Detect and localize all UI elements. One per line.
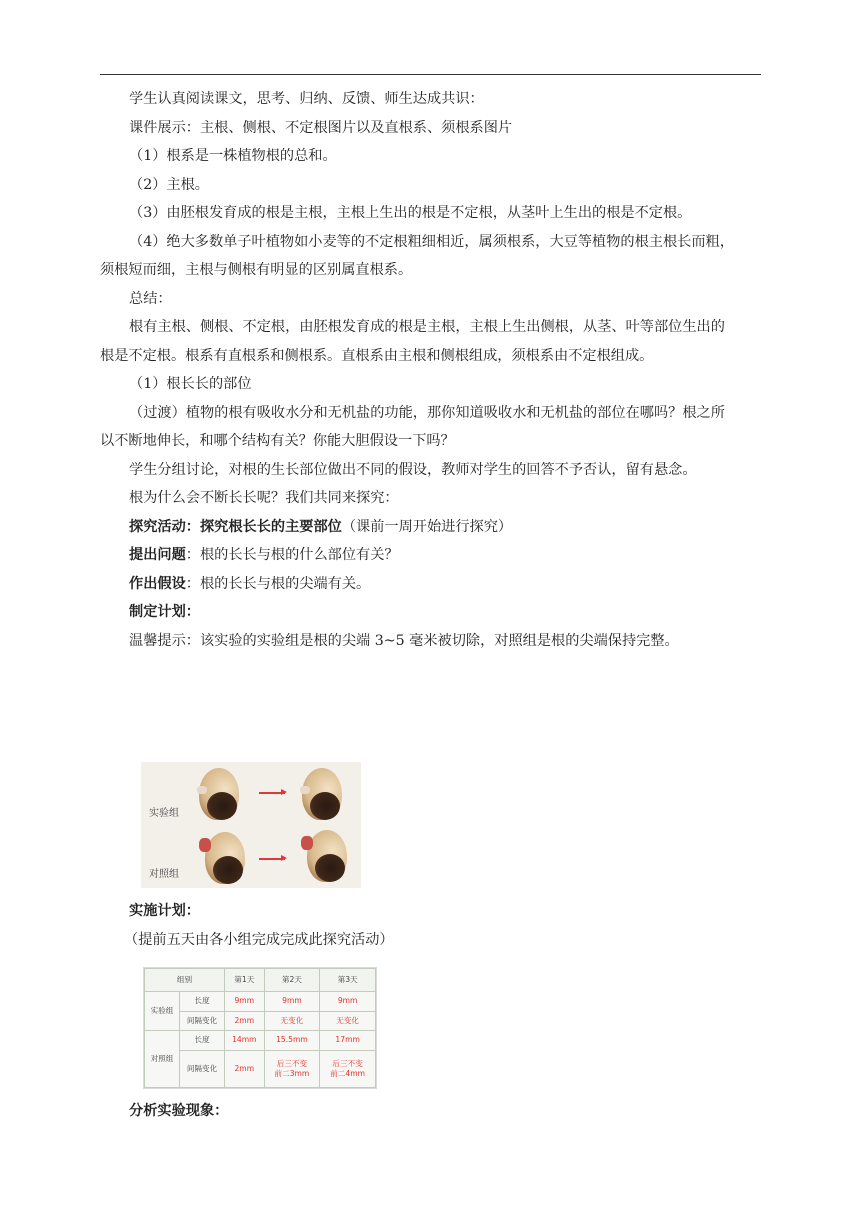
table-cell: 后三不变 前二3mm xyxy=(264,1050,320,1087)
seed-image xyxy=(301,828,351,884)
section-heading: 分析实验现象： xyxy=(129,1103,229,1119)
paragraph: 以不断地伸长，和哪个结构有关？你能大胆假设一下吗？ xyxy=(100,433,455,449)
results-table xyxy=(144,968,376,1088)
paragraph: （4）绝大多数单子叶植物如小麦等的不定根粗细相近，属须根系，大豆等植物的根主根长而粗， xyxy=(129,233,734,250)
table-cell: 9mm xyxy=(225,992,265,1012)
paragraph: （3）由胚根发育成的根是主根，主根上生出的根是不定根，从茎叶上生出的根是不定根。 xyxy=(129,205,692,221)
table-row xyxy=(145,969,376,992)
table-row xyxy=(145,992,376,1012)
paragraph: （过渡）植物的根有吸收水分和无机盐的功能，那你知道吸收水和无机盐的部位在哪吗？根之所 xyxy=(129,404,725,421)
table-cell: 2mm xyxy=(225,1011,265,1031)
paragraph: 总结： xyxy=(129,290,172,307)
table-row xyxy=(145,1031,376,1051)
arrow-icon xyxy=(259,792,285,794)
paragraph: 须根短而细，主根与侧根有明显的区别属直根系。 xyxy=(100,262,413,278)
paragraph: 课件展示：主根、侧根、不定根图片以及直根系、须根系图片 xyxy=(129,119,513,136)
document-body xyxy=(100,85,762,655)
table-cell: 间隔变化 xyxy=(180,1011,225,1031)
paragraph: 根为什么会不断长长呢？我们共同来探究： xyxy=(129,490,399,506)
experiment-figure xyxy=(141,762,361,888)
paragraph: 探究活动：探究根长长的主要部位（课前一周开始进行探究） xyxy=(129,518,513,535)
table-cell: 无变化 xyxy=(264,1011,320,1031)
figure-label-control: 对照组 xyxy=(149,869,179,880)
document-body-3 xyxy=(100,1097,762,1126)
table-cell: 对照组 xyxy=(145,1031,180,1088)
figure-label-experiment: 实验组 xyxy=(149,808,179,819)
table-cell: 第3天 xyxy=(320,969,376,992)
paragraph: （1）根系是一株植物根的总和。 xyxy=(129,148,337,164)
paragraph: 提出问题：根的长长与根的什么部位有关？ xyxy=(129,547,399,563)
table-cell: 15.5mm xyxy=(264,1031,320,1051)
section-heading: 制定计划： xyxy=(129,604,200,620)
data-table-figure xyxy=(143,967,377,1089)
bold-heading: 探究活动：探究根长长的主要部位 xyxy=(129,518,342,535)
table-cell: 2mm xyxy=(225,1050,265,1087)
table-cell: 第1天 xyxy=(225,969,265,992)
paragraph: 学生分组讨论，对根的生长部位做出不同的假设，教师对学生的回答不予否认，留有悬念。 xyxy=(129,461,697,478)
header-rule xyxy=(100,74,761,75)
seed-image xyxy=(193,766,243,822)
table-row xyxy=(145,1011,376,1031)
table-cell: 组别 xyxy=(145,969,225,992)
paragraph: 温馨提示：该实验的实验组是根的尖端 3~5 毫米被切除，对照组是根的尖端保持完整。 xyxy=(129,632,679,649)
table-cell: 实验组 xyxy=(145,992,180,1031)
table-cell: 9mm xyxy=(320,992,376,1012)
bold-heading: 作出假设 xyxy=(129,575,186,592)
seed-image xyxy=(296,766,346,822)
table-cell: 长度 xyxy=(180,1031,225,1051)
paragraph: 根是不定根。根系有直根系和侧根系。直根系由主根和侧根组成，须根系由不定根组成。 xyxy=(100,347,654,364)
paragraph: （提前五天由各小组完成完成此探究活动） xyxy=(124,931,394,948)
table-cell: 9mm xyxy=(264,992,320,1012)
paragraph: 学生认真阅读课文，思考、归纳、反馈、师生达成共识： xyxy=(129,91,484,107)
table-cell: 无变化 xyxy=(320,1011,376,1031)
table-cell: 后三不变 前二4mm xyxy=(320,1050,376,1087)
table-cell: 14mm xyxy=(225,1031,265,1051)
section-heading: 实施计划： xyxy=(129,903,200,919)
table-cell: 17mm xyxy=(320,1031,376,1051)
paragraph: 作出假设：根的长长与根的尖端有关。 xyxy=(129,575,371,592)
table-row xyxy=(145,1050,376,1087)
paragraph: （1）根长长的部位 xyxy=(129,376,252,392)
arrow-icon xyxy=(259,858,285,860)
document-body-2 xyxy=(100,897,762,954)
seed-image xyxy=(199,830,249,886)
table-cell: 第2天 xyxy=(264,969,320,992)
paragraph: 根有主根、侧根、不定根，由胚根发育成的根是主根，主根上生出侧根，从茎、叶等部位生出的 xyxy=(129,319,725,335)
table-cell: 间隔变化 xyxy=(180,1050,225,1087)
paragraph: （2）主根。 xyxy=(129,176,209,193)
table-cell: 长度 xyxy=(180,992,225,1012)
bold-heading: 提出问题 xyxy=(129,547,186,563)
